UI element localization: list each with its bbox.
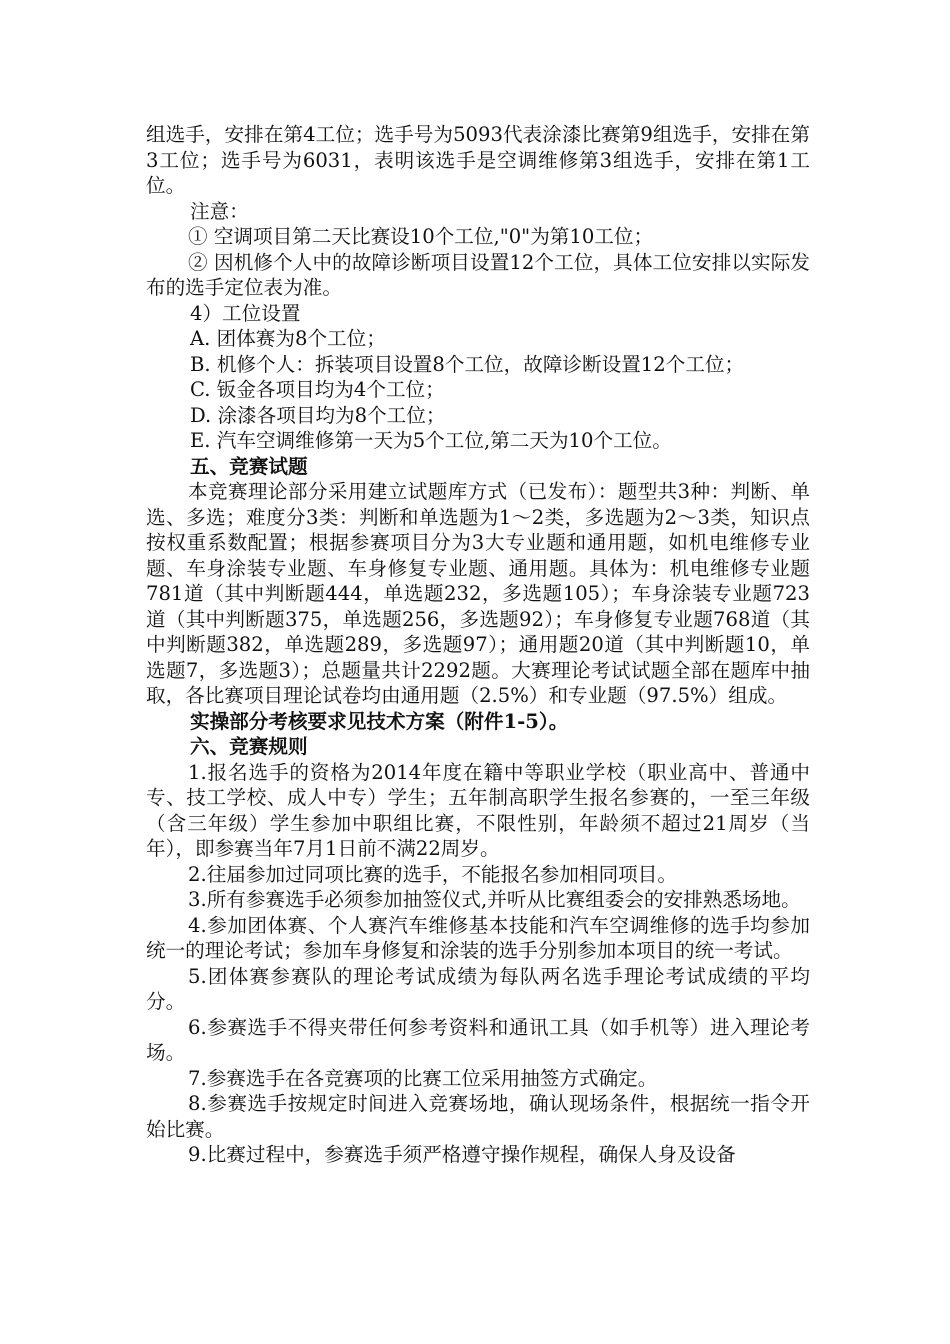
note-item-1: ① 空调项目第二天比赛设10个工位,"0"为第10工位； [188, 225, 654, 248]
subsection-heading-workstations: 4）工位设置 [190, 301, 301, 325]
rule-item-1: 1.报名选手的资格为2014年度在籍中等职业学校（职业高中、普通中专、技工学校、成人中专）学生；五年制高职学生报名参赛的，一至三年级（含三年级）学生参加中职组比赛，不限性别，年龄须不超过21周岁（当年），即参赛当年7月1日前不满22周岁。 [146, 760, 810, 860]
list-item-b: B. 机修个人：拆装项目设置8个工位，故障诊断设置12个工位； [190, 352, 745, 376]
paragraph-question-bank: 本竞赛理论部分采用建立试题库方式（已发布）：题型共3种：判断、单选、多选；难度分3类：判断和单选题为1～2类，多选题为2～3类，知识点按权重系数配置；根据参赛项目分为3大专业题和通用题，如机电维修专业题、车身涂装专业题、车身修复专业题、通用题。具体为：机电维修专业题781道（其中判断题444，单选题232，多选题105）；车身涂装专业题723道（其中判断题375，单选题256，多选题92）；车身修复专业题768道（其中判断题382，单选题289，多选题97）；通用题20道（其中判断题10，单选题7，多选题3）；总题量共计2292题。大赛理论考试试题全部在题库中抽取，各比赛项目理论试卷均由通用题（2.5%）和专业题（97.5%）组成。 [146, 480, 810, 707]
list-item-c: C. 钣金各项目均为4个工位； [190, 378, 445, 401]
rule-item-9: 9.比赛过程中，参赛选手须严格遵守操作规程，确保人身及设备 [188, 1143, 736, 1166]
rule-item-3: 3.所有参赛选手必须参加抽签仪式,并听从比赛组委会的安排熟悉场地。 [188, 888, 801, 911]
section-heading-exam-questions: 五、竞赛试题 [190, 454, 308, 478]
list-item-e: E. 汽车空调维修第一天为5个工位,第二天为10个工位。 [190, 429, 672, 452]
rule-item-8: 8.参赛选手按规定时间进入竞赛场地，确认现场条件，根据统一指令开始比赛。 [146, 1092, 810, 1141]
note-item-2: ② 因机修个人中的故障诊断项目设置12个工位，具体工位安排以实际发布的选手定位表为准。 [146, 250, 810, 299]
paragraph-station-numbering: 组选手，安排在第4工位；选手号为5093代表涂漆比赛第9组选手，安排在第3工位；选手号为6031，表明该选手是空调维修第3组选手，安排在第1工位。 [146, 123, 810, 197]
list-item-a: A. 团体赛为8个工位； [190, 327, 386, 350]
paragraph-practical-requirements: 实操部分考核要求见技术方案（附件1-5）。 [190, 709, 569, 733]
note-label: 注意： [190, 199, 249, 223]
rule-item-2: 2.往届参加过同项比赛的选手，不能报名参加相同项目。 [188, 862, 677, 886]
rule-item-7: 7.参赛选手在各竞赛项的比赛工位采用抽签方式确定。 [188, 1066, 658, 1090]
rule-item-5: 5.团体赛参赛队的理论考试成绩为每队两名选手理论考试成绩的平均分。 [146, 964, 810, 1013]
document-page [146, 122, 810, 1168]
list-item-d: D. 涂漆各项目均为8个工位； [190, 403, 446, 427]
section-heading-competition-rules: 六、竞赛规则 [190, 735, 308, 758]
rule-item-6: 6.参赛选手不得夹带任何参考资料和通讯工具（如手机等）进入理论考场。 [146, 1015, 810, 1064]
rule-item-4: 4.参加团体赛、个人赛汽车维修基本技能和汽车空调维修的选手均参加统一的理论考试；参加车身修复和涂装的选手分别参加本项目的统一考试。 [146, 913, 810, 962]
